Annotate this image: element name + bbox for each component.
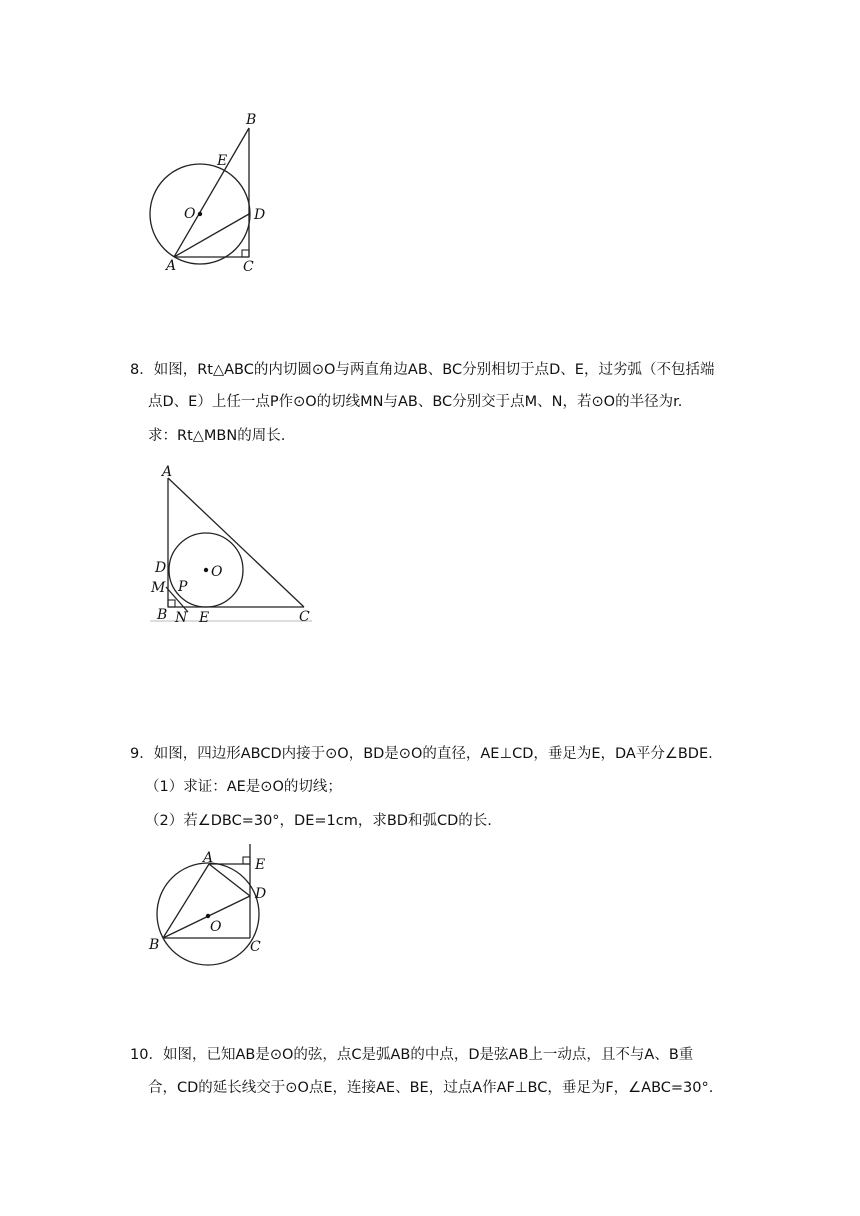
q10-text-line-1: 10．如图，已知AB是⊙O的弦，点C是弧AB的中点，D是弦AB上一动点，且不与A、B重 (130, 1047, 694, 1063)
q9-text-line-3: （2）若∠DBC=30°，DE=1cm，求BD和弧CD的长. (145, 813, 492, 829)
label-d: D (155, 560, 167, 576)
figure-q8 (0, 460, 860, 630)
label-n: N (175, 610, 188, 626)
figure-q9 (0, 838, 860, 978)
center-dot (206, 914, 210, 918)
right-angle-mark (242, 250, 249, 257)
q9-text-line-2: （1）求证：AE是⊙O的切线； (145, 779, 342, 795)
label-e: E (255, 857, 266, 873)
center-dot (198, 212, 202, 216)
segment-ab (174, 128, 249, 257)
segment-ad (209, 864, 250, 896)
center-dot (204, 568, 208, 572)
label-c: C (243, 259, 254, 275)
label-b: B (157, 607, 168, 623)
label-o: O (211, 564, 223, 580)
label-d: D (254, 207, 266, 223)
q8-text-line-2: 点D、E）上任一点P作⊙O的切线MN与AB、BC分别交于点M、N，若⊙O的半径为r. (148, 394, 683, 410)
q8-text-line-1: 8．如图，Rt△ABC的内切圆⊙O与两直角边AB、BC分别相切于点D、E，过劣弧（不包括端 (130, 362, 715, 378)
label-a: A (203, 850, 214, 866)
q10-text-line-2: 合，CD的延长线交于⊙O点E，连接AE、BE，过点A作AF⊥BC，垂足为F，∠ABC=30°. (148, 1080, 714, 1096)
right-angle-mark (243, 857, 250, 864)
q8-text-line-3: 求：Rt△MBN的周长. (148, 428, 286, 444)
q9-text-line-1: 9．如图，四边形ABCD内接于⊙O，BD是⊙O的直径，AE⊥CD，垂足为E，DA平分∠BDE. (130, 746, 713, 762)
label-d: D (255, 886, 267, 902)
figure-q7 (0, 0, 860, 290)
label-m: M (151, 580, 166, 596)
label-b: B (149, 937, 160, 953)
label-o: O (184, 206, 196, 222)
label-a: A (166, 258, 177, 274)
right-angle-mark (168, 600, 175, 607)
label-e: E (199, 610, 210, 626)
label-c: C (250, 939, 261, 955)
label-e: E (217, 153, 228, 169)
label-p: P (178, 579, 188, 595)
segment-ac (168, 478, 304, 607)
label-a: A (162, 464, 173, 480)
label-c: C (299, 609, 310, 625)
label-o: O (210, 919, 222, 935)
label-b: B (246, 112, 257, 128)
